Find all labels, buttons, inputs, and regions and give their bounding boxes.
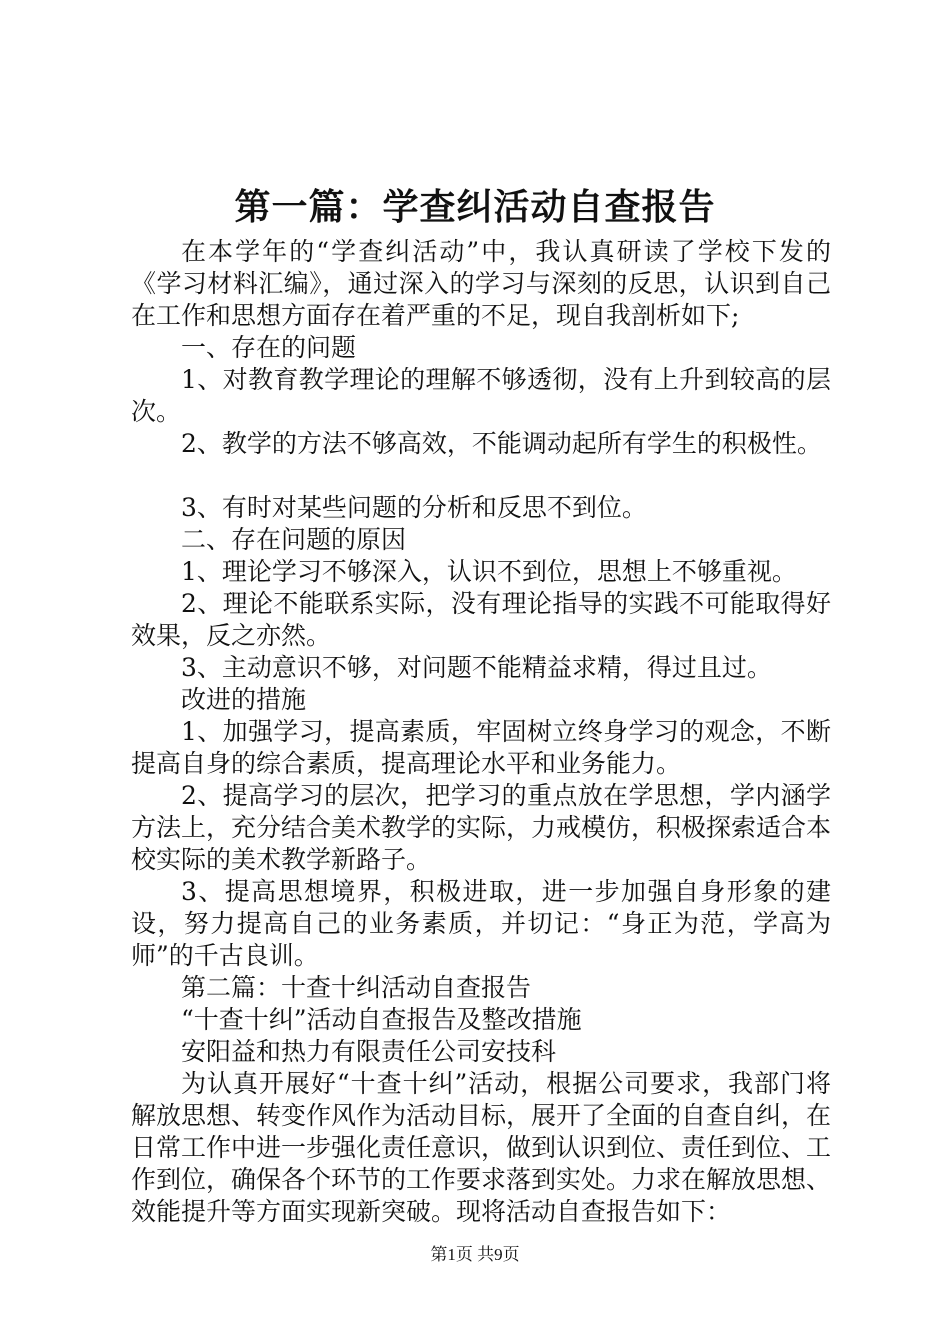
page-footer: 第1页 共9页 (430, 1245, 520, 1264)
blank-line (131, 460, 831, 492)
paragraph: 在本学年的“学查纠活动”中，我认真研读了学校下发的《学习材料汇编》，通过深入的学习与深刻的反思，认识到自己在工作和思想方面存在着严重的不足，现自我剖析如下; (131, 237, 831, 330)
document-body (131, 236, 831, 1228)
section-heading: 改进的措施 (181, 685, 307, 714)
section-heading: 一、存在的问题 (181, 333, 357, 362)
paragraph: 3、主动意识不够，对问题不能精益求精，得过且过。 (181, 653, 772, 682)
organization-line: 安阳益和热力有限责任公司安技科 (181, 1037, 557, 1066)
paragraph: 1、理论学习不够深入，认识不到位，思想上不够重视。 (181, 557, 797, 586)
paragraph: 2、理论不能联系实际，没有理论指导的实践不可能取得好效果，反之亦然。 (131, 589, 831, 650)
section-heading: 第二篇：十查十纠活动自查报告 (181, 973, 532, 1002)
paragraph: 1、加强学习，提高素质，牢固树立终身学习的观念，不断提高自身的综合素质，提高理论水平和业务能力。 (131, 717, 831, 778)
section-heading: 二、存在问题的原因 (181, 525, 407, 554)
paragraph: 为认真开展好“十查十纠”活动，根据公司要求，我部门将解放思想、转变作风作为活动目标，展开了全面的自查自纠，在日常工作中进一步强化责任意识，做到认识到位、责任到位、工作到位，确保各个环节的工作要求落到实处。力求在解放思想、效能提升等方面实现新突破。现将活动自查报告如下： (131, 1069, 832, 1226)
paragraph: 2、教学的方法不够高效，不能调动起所有学生的积极性。 (181, 429, 822, 458)
paragraph: 2、提高学习的层次，把学习的重点放在学思想，学内涵学方法上，充分结合美术教学的实际，力戒模仿，积极探索适合本校实际的美术教学新路子。 (131, 781, 832, 874)
section-heading: “十查十纠”活动自查报告及整改措施 (181, 1005, 582, 1034)
paragraph: 3、有时对某些问题的分析和反思不到位。 (181, 493, 647, 522)
paragraph: 1、对教育教学理论的理解不够透彻，没有上升到较高的层次。 (131, 365, 831, 426)
paragraph: 3、提高思想境界，积极进取，进一步加强自身形象的建设，努力提高自己的业务素质，并切记：“身正为范，学高为师”的千古良训。 (131, 877, 831, 970)
document-title: 第一篇：学查纠活动自查报告 (234, 187, 716, 228)
